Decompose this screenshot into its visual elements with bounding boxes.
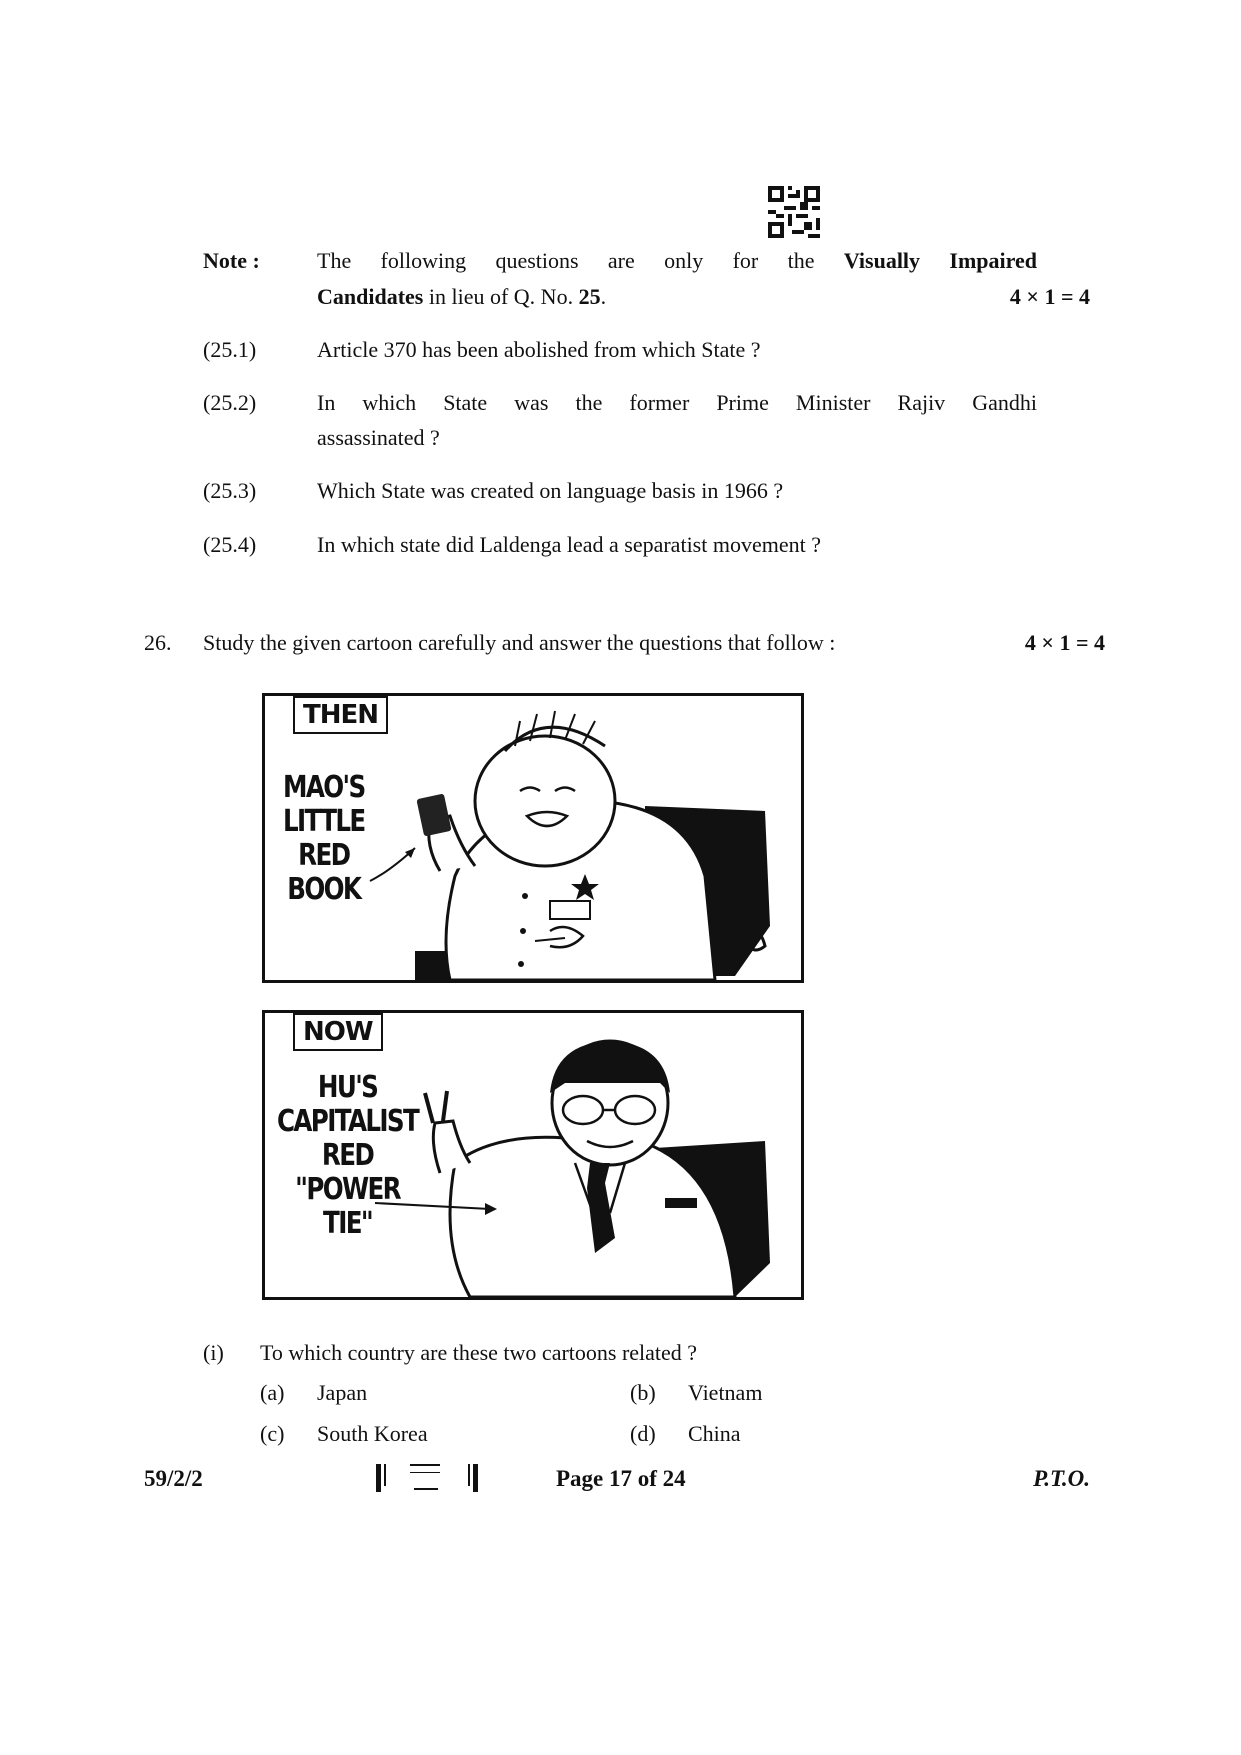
- note-label: Note :: [203, 248, 260, 273]
- sq-2-text-cont: assassinated ?: [317, 425, 440, 450]
- note-period: .: [600, 284, 607, 309]
- caption-now-line: "POWER: [295, 1172, 400, 1207]
- option-d-label: (d): [630, 1421, 656, 1446]
- option-c-text: South Korea: [317, 1421, 428, 1446]
- sq-1-num: (25.1): [203, 337, 257, 362]
- option-a-label: (a): [260, 1380, 285, 1405]
- cartoon-tag-now: NOW: [293, 1013, 383, 1051]
- note-qno: 25: [578, 284, 601, 309]
- paper-code: 59/2/2: [144, 1466, 203, 1491]
- caption-now-line: HU'S: [317, 1070, 378, 1105]
- caption-then-line: BOOK: [287, 872, 361, 907]
- hu-illustration: [265, 1013, 801, 1297]
- caption-now-line: RED: [321, 1138, 374, 1173]
- sq-2-text: In which State was the former Prime Minister Rajiv Gandhi: [317, 390, 1037, 415]
- q26-text: Study the given cartoon carefully and answer the questions that follow :: [203, 630, 836, 655]
- mao-illustration: [265, 696, 801, 980]
- caption-then-line: LITTLE: [283, 804, 365, 839]
- barcode: [374, 1462, 480, 1494]
- caption-now-line: TIE": [323, 1206, 373, 1241]
- sq-4-text: In which state did Laldenga lead a separatist movement ?: [317, 532, 821, 557]
- note-visually-impaired: Visually Impaired: [843, 248, 1038, 273]
- qi-text: To which country are these two cartoons related ?: [260, 1340, 698, 1365]
- note-line1-text: The following questions are only for the: [317, 248, 815, 273]
- option-b-label: (b): [630, 1380, 656, 1405]
- pto: P.T.O.: [1033, 1466, 1090, 1491]
- cartoon-tag-then: THEN: [293, 696, 388, 734]
- cartoon-panel-then: [262, 693, 804, 983]
- cartoon-panel-now: [262, 1010, 804, 1300]
- note-candidates: Candidates: [317, 284, 424, 309]
- note-line-2: [317, 280, 606, 314]
- page-number: Page 17 of 24: [556, 1466, 686, 1491]
- q26-num: 26.: [144, 630, 172, 655]
- option-c-label: (c): [260, 1421, 285, 1446]
- note-marks: 4 × 1 = 4: [1009, 284, 1090, 309]
- caption-then-line: RED: [298, 838, 350, 873]
- option-b-text: Vietnam: [688, 1380, 763, 1405]
- option-a-text: Japan: [317, 1380, 368, 1405]
- q26-marks: 4 × 1 = 4: [1024, 630, 1105, 655]
- sq-3-text: Which State was created on language basis in 1966 ?: [317, 478, 784, 503]
- qr-code: [768, 186, 820, 238]
- sq-1-text: Article 370 has been abolished from which State ?: [317, 337, 761, 362]
- qi-num: (i): [203, 1340, 224, 1365]
- sq-4-num: (25.4): [203, 532, 257, 557]
- sq-2-num: (25.2): [203, 390, 257, 415]
- sq-3-num: (25.3): [203, 478, 257, 503]
- caption-now-line: CAPITALIST: [277, 1104, 419, 1139]
- note-line-1: [317, 244, 1037, 278]
- caption-then-line: MAO'S: [283, 770, 365, 805]
- option-d-text: China: [688, 1421, 741, 1446]
- note-line2-text: in lieu of Q. No.: [428, 284, 574, 309]
